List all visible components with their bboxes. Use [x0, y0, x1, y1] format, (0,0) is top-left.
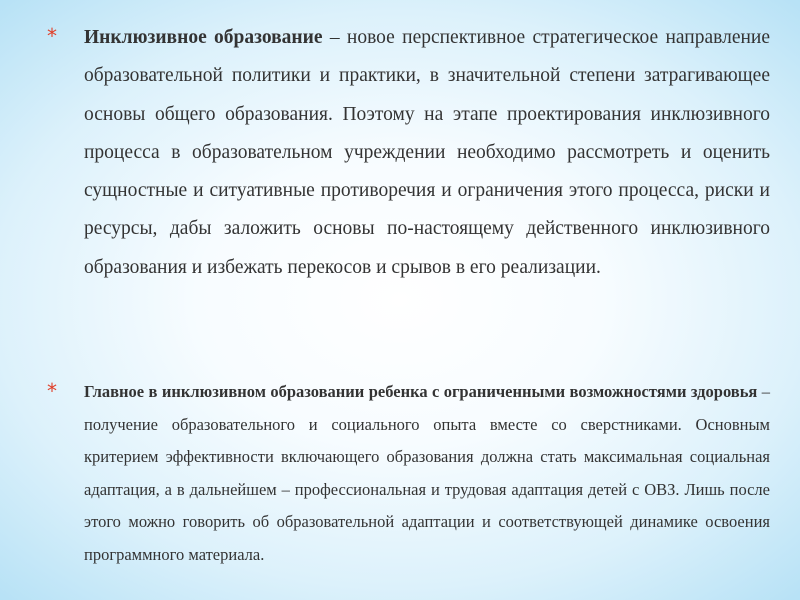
paragraph-term: Главное в инклюзивном образовании ребенка с ограниченными возможностями здоровья: [84, 382, 758, 401]
paragraph-main-goal: [84, 376, 770, 571]
paragraph-text: – получение образовательного и социального опыта вместе со сверстниками. Основным критерием эффективности включающего образования должна стать максимальная социальная адаптация, а в дальнейшем – профессиональная и трудовая адаптация детей с ОВЗ. Лишь после этого можно говорить об образовательной адаптации и соответствующей динамике освоения программного материала.: [84, 382, 771, 564]
paragraph-term: Инклюзивное образование: [84, 27, 323, 48]
paragraph-text: – новое перспективное стратегическое направление образовательной политики и практики, в значительной степени затрагивающее основы общего образования. Поэтому на этапе проектирования инклюзивного процесса в образовательном учреждении необходимо рассмотреть и оценить сущностные и ситуативные противоречия и ограничения этого процесса, риски и ресурсы, дабы заложить основы по-настоящему действенного инклюзивного образования и избежать перекосов и срывов в его реализации.: [84, 27, 770, 278]
bullet-icon: *: [47, 24, 57, 48]
bullet-icon: *: [47, 379, 57, 403]
paragraph-inclusive-education: [84, 19, 770, 287]
